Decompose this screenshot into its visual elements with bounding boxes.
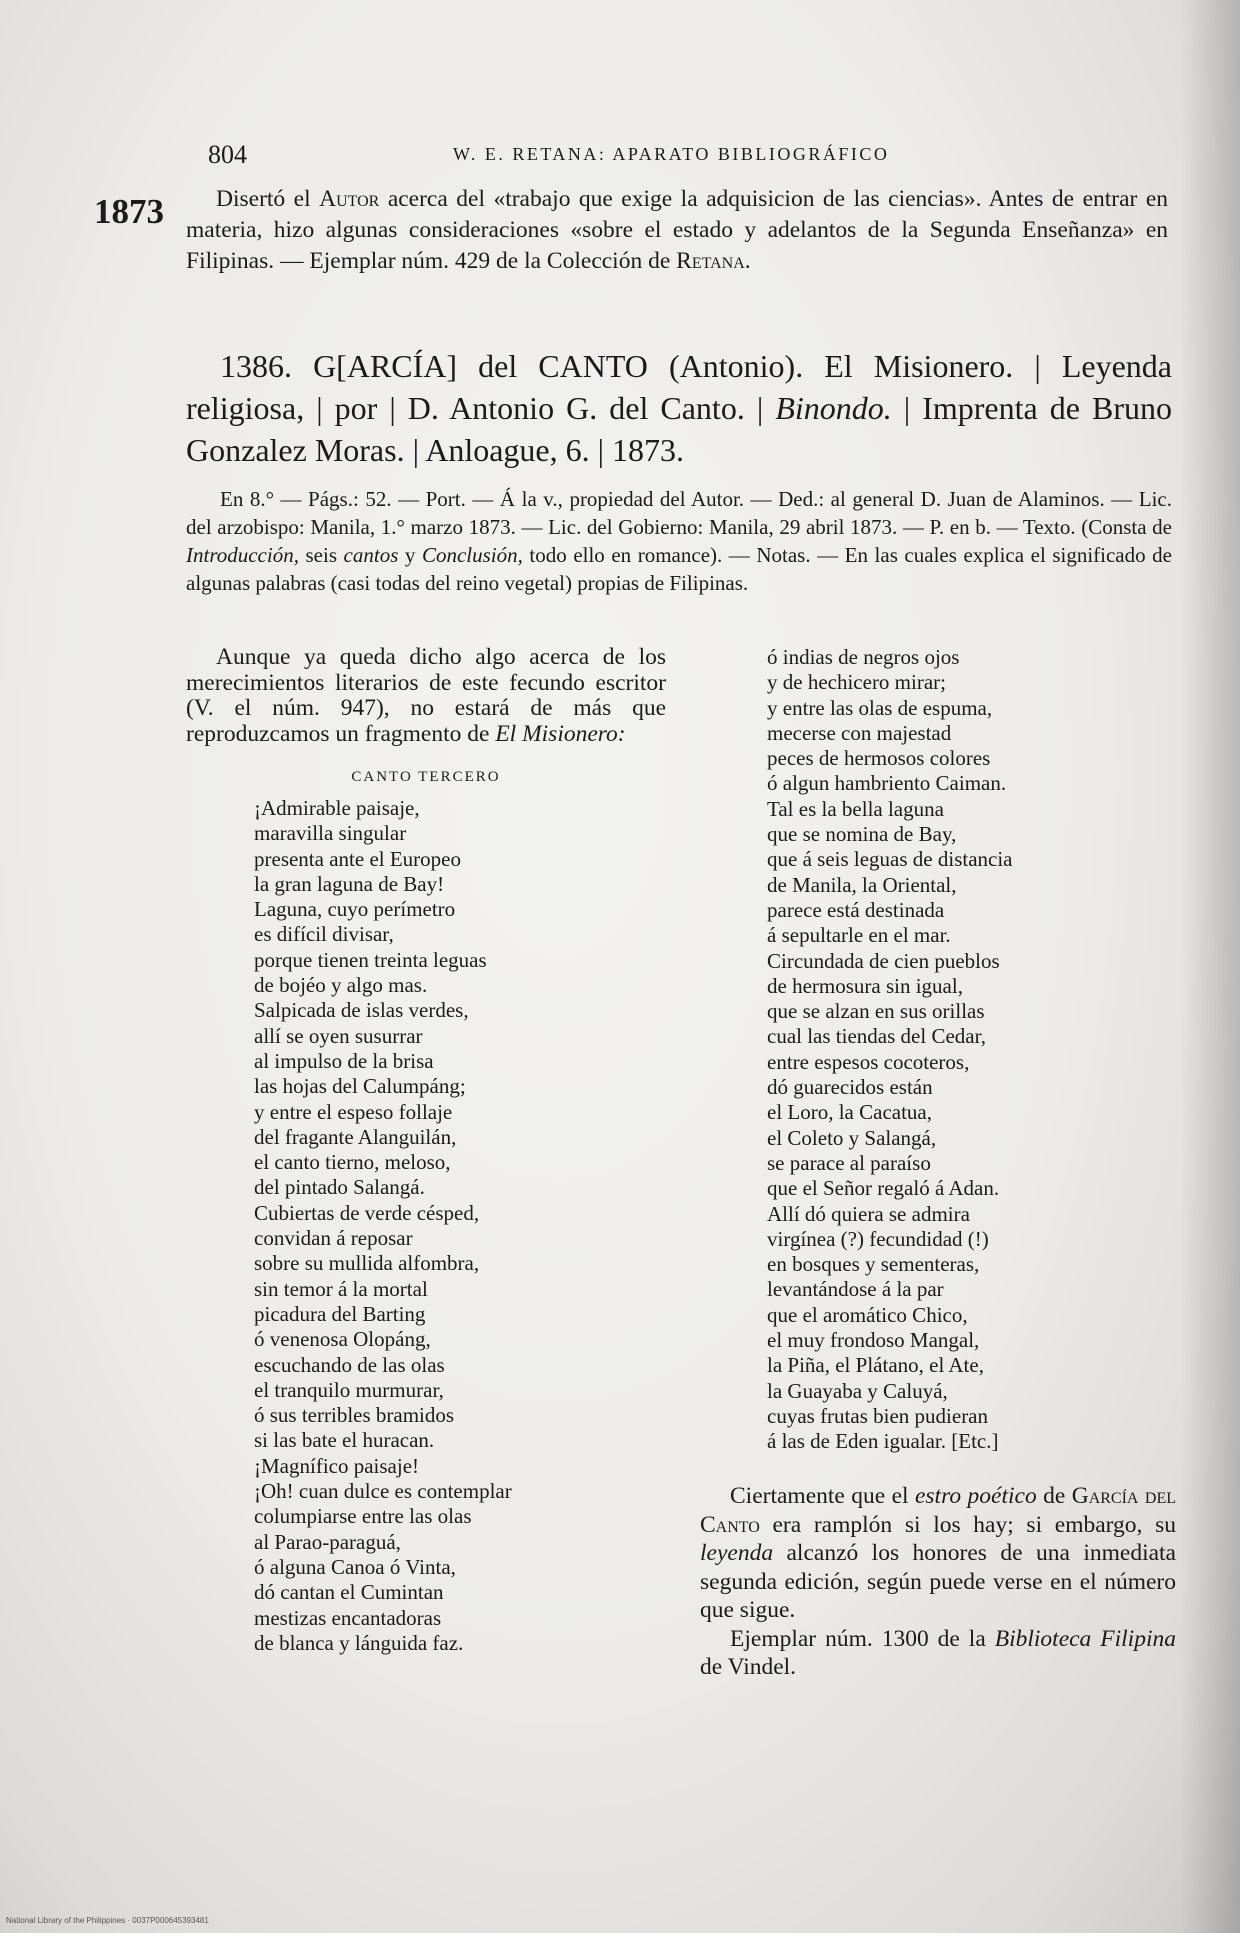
canto-title: CANTO TERCERO bbox=[351, 769, 501, 785]
poem-left-line: maravilla singular bbox=[254, 821, 407, 846]
poem-left-line: dó cantan el Cumintan bbox=[254, 1580, 444, 1605]
poem-left-line: el tranquilo murmurar, bbox=[254, 1377, 444, 1402]
entry-binondo: Binondo. bbox=[775, 390, 892, 426]
poem-right-line: y de hechicero mirar; bbox=[767, 670, 946, 695]
poem-left-line: y entre el espeso follaje bbox=[254, 1099, 453, 1124]
closing-text-4: alcanzó los honores de una inmediata segunda edición, según puede verse en el número que sigue. bbox=[700, 1540, 1176, 1623]
closing-leyenda: leyenda bbox=[700, 1540, 774, 1566]
poem-right-line: Allí dó quiera se admira bbox=[767, 1201, 970, 1226]
poem-left-line: las hojas del Calumpáng; bbox=[254, 1074, 466, 1099]
closing-estro: estro poético bbox=[914, 1483, 1037, 1509]
poem-right-line: cuyas frutas bien pudieran bbox=[767, 1403, 989, 1428]
poem-left-line: de bojéo y algo mas. bbox=[254, 973, 428, 998]
margin-year: 1873 bbox=[94, 192, 164, 231]
desc-text-2: seis bbox=[298, 543, 344, 567]
poem-right-line: entre espesos cocoteros, bbox=[767, 1049, 970, 1074]
poem-right-line: que el aromático Chico, bbox=[767, 1302, 968, 1327]
intro-autor: Autor bbox=[319, 186, 380, 212]
desc-conclusion: Conclusión, bbox=[421, 543, 523, 567]
entry-description bbox=[186, 485, 1172, 597]
desc-introduccion: Introducción, bbox=[186, 543, 299, 567]
running-title: W. E. RETANA: APARATO BIBLIOGRÁFICO bbox=[453, 144, 890, 164]
poem-left-line: ¡Oh! cuan dulce es contemplar bbox=[254, 1479, 512, 1504]
closing-text-6: de Vindel. bbox=[700, 1654, 797, 1680]
poem-left-line: picadura del Barting bbox=[254, 1301, 426, 1326]
poem-left bbox=[186, 796, 666, 1656]
poem-left-line: es difícil divisar, bbox=[254, 922, 394, 947]
left-column bbox=[186, 645, 666, 1656]
page-number: 804 bbox=[208, 140, 247, 169]
intro-paragraph bbox=[186, 184, 1168, 277]
intro-retana: Retana bbox=[676, 248, 745, 274]
poem-left-line: al impulso de la brisa bbox=[254, 1048, 434, 1073]
poem-right-line: ó algun hambriento Caiman. bbox=[767, 771, 1007, 796]
poem-left-line: sobre su mullida alfombra, bbox=[254, 1251, 480, 1276]
left-intro-text: Aunque ya queda dicho algo acerca de los merecimientos literarios de este fecundo escritor (V. el núm. 947), no estará de más que reproduzcamos un fragmento de bbox=[186, 644, 666, 747]
poem-right-line: de Manila, la Oriental, bbox=[767, 872, 957, 897]
poem-left-line: de blanca y lánguida faz. bbox=[254, 1630, 464, 1655]
poem-left-line: ó venenosa Olopáng, bbox=[254, 1327, 431, 1352]
poem-right-line: á sepultarle en el mar. bbox=[767, 923, 951, 948]
closing-text-5: Ejemplar núm. 1300 de la bbox=[730, 1625, 995, 1652]
poem-left-line: la gran laguna de Bay! bbox=[254, 871, 445, 896]
poem-left-line: si las bate el huracan. bbox=[254, 1428, 435, 1453]
poem-right-line: virgínea (?) fecundidad (!) bbox=[767, 1226, 989, 1251]
closing-paragraphs bbox=[700, 1482, 1176, 1682]
poem-left-line: del pintado Salangá. bbox=[254, 1175, 425, 1200]
left-intro-title: El Misionero: bbox=[495, 720, 626, 747]
poem-left-line: allí se oyen susurrar bbox=[254, 1023, 423, 1048]
poem-right-line: cual las tiendas del Cedar, bbox=[767, 1024, 986, 1049]
poem-left-line: Salpicada de islas verdes, bbox=[254, 998, 469, 1023]
poem-left-line: del fragante Alanguilán, bbox=[254, 1124, 457, 1149]
closing-text-1: Ciertamente que el bbox=[730, 1483, 915, 1509]
intro-text-1: Disertó el bbox=[216, 186, 320, 212]
poem-left-line: Laguna, cuyo perímetro bbox=[254, 897, 456, 922]
poem-left-line: convidan á reposar bbox=[254, 1226, 413, 1251]
poem-left-line: ¡Magnífico paisaje! bbox=[254, 1453, 420, 1478]
poem-right-line: ó indias de negros ojos bbox=[767, 645, 960, 669]
poem-left-line: presenta ante el Europeo bbox=[254, 846, 461, 871]
poem-right-line: de hermosura sin igual, bbox=[767, 973, 963, 998]
poem-right-line: dó guarecidos están bbox=[767, 1075, 933, 1100]
scan-footer: National Library of the Philippines · 0037P000645393481 bbox=[6, 1916, 209, 1925]
poem-right-line: que á seis leguas de distancia bbox=[767, 847, 1013, 872]
poem-right-line: peces de hermosos colores bbox=[767, 746, 991, 771]
poem-left-line: mestizas encantadoras bbox=[254, 1605, 442, 1630]
desc-text-4: todo ello en romance). — Notas. — En las cuales explica el significado de algunas palabras (casi todas del reino vegetal) propias de Filipinas. bbox=[186, 543, 1172, 595]
poem-right-line: parece está destinada bbox=[767, 897, 945, 922]
intro-text-3: . bbox=[744, 248, 751, 274]
poem-left-line: Cubiertas de verde césped, bbox=[254, 1200, 480, 1225]
poem-right-line: el Loro, la Cacatua, bbox=[767, 1100, 933, 1125]
poem-right-line: el muy frondoso Mangal, bbox=[767, 1328, 980, 1353]
closing-paragraph-2 bbox=[700, 1625, 1176, 1682]
right-column bbox=[755, 645, 1175, 1455]
poem-right-line: Circundada de cien pueblos bbox=[767, 948, 1000, 973]
poem-right-line: levantándose á la par bbox=[767, 1277, 944, 1302]
poem-right-line: que se nomina de Bay, bbox=[767, 822, 957, 847]
poem-right-line: mecerse con majestad bbox=[767, 720, 952, 745]
poem-right bbox=[755, 645, 1175, 1455]
poem-right-line: en bosques y sementeras, bbox=[767, 1252, 980, 1277]
desc-text-3: y bbox=[398, 543, 422, 567]
closing-author: García del Canto bbox=[700, 1483, 1176, 1538]
poem-right-line: y entre las olas de espuma, bbox=[767, 695, 993, 720]
poem-left-line: ó alguna Canoa ó Vinta, bbox=[254, 1554, 456, 1579]
poem-right-line: Tal es la bella laguna bbox=[767, 796, 944, 821]
poem-right-line: á las de Eden igualar. [Etc.] bbox=[767, 1429, 999, 1454]
intro-text-2: acerca del «trabajo que exige la adquisicion de las ciencias». Antes de entrar en materia, hizo algunas consideraciones «sobre el estado y adelantos de la Segunda Enseñanza» en Filipinas. — Ejemplar núm. 429 de la Colección de bbox=[186, 186, 1169, 274]
closing-text-3: era ramplón si los hay; si embargo, su bbox=[759, 1511, 1176, 1538]
poem-right-line: se parace al paraíso bbox=[767, 1150, 931, 1175]
page-edge-shadow bbox=[1180, 0, 1240, 1933]
entry-text-b: | Imprenta de Bruno Gonzalez Moras. | Anloague, 6. | 1873. bbox=[186, 390, 1173, 468]
poem-left-line: porque tienen treinta leguas bbox=[254, 947, 487, 972]
bibliographic-entry bbox=[186, 345, 1172, 471]
closing-biblioteca: Biblioteca Filipina bbox=[994, 1625, 1176, 1652]
poem-left-line: ó sus terribles bramidos bbox=[254, 1403, 455, 1428]
poem-right-line: que se alzan en sus orillas bbox=[767, 999, 985, 1024]
poem-left-line: ¡Admirable paisaje, bbox=[254, 796, 420, 820]
entry-text-a: 1386. G[ARCÍA] del CANTO (Antonio). El Misionero. | Leyenda religiosa, | por | D. Antonio G. del Canto. | bbox=[186, 348, 1172, 426]
poem-right-line: la Piña, el Plátano, el Ate, bbox=[767, 1353, 984, 1378]
page-header bbox=[208, 140, 1028, 174]
poem-right-line: la Guayaba y Caluyá, bbox=[767, 1378, 948, 1403]
closing-paragraph-1 bbox=[700, 1482, 1176, 1625]
poem-right-line: el Coleto y Salangá, bbox=[767, 1125, 937, 1150]
desc-cantos: cantos bbox=[343, 543, 399, 567]
poem-right-line: que el Señor regaló á Adan. bbox=[767, 1176, 1000, 1201]
poem-left-line: el canto tierno, meloso, bbox=[254, 1150, 451, 1175]
poem-left-line: escuchando de las olas bbox=[254, 1352, 445, 1377]
desc-text-1: En 8.° — Págs.: 52. — Port. — Á la v., propiedad del Autor. — Ded.: al general D. Juan de Alaminos. — Lic. del arzobispo: Manila, 1.° marzo 1873. — Lic. del Gobierno: Manila, 29 abril 1873. — P. en b. — Texto. (Consta de bbox=[186, 487, 1172, 539]
poem-left-line: columpiarse entre las olas bbox=[254, 1504, 472, 1529]
poem-left-line: al Parao-paraguá, bbox=[254, 1529, 401, 1554]
closing-text-2: de bbox=[1036, 1483, 1072, 1509]
poem-left-line: sin temor á la mortal bbox=[254, 1276, 428, 1301]
left-intro bbox=[186, 645, 666, 747]
